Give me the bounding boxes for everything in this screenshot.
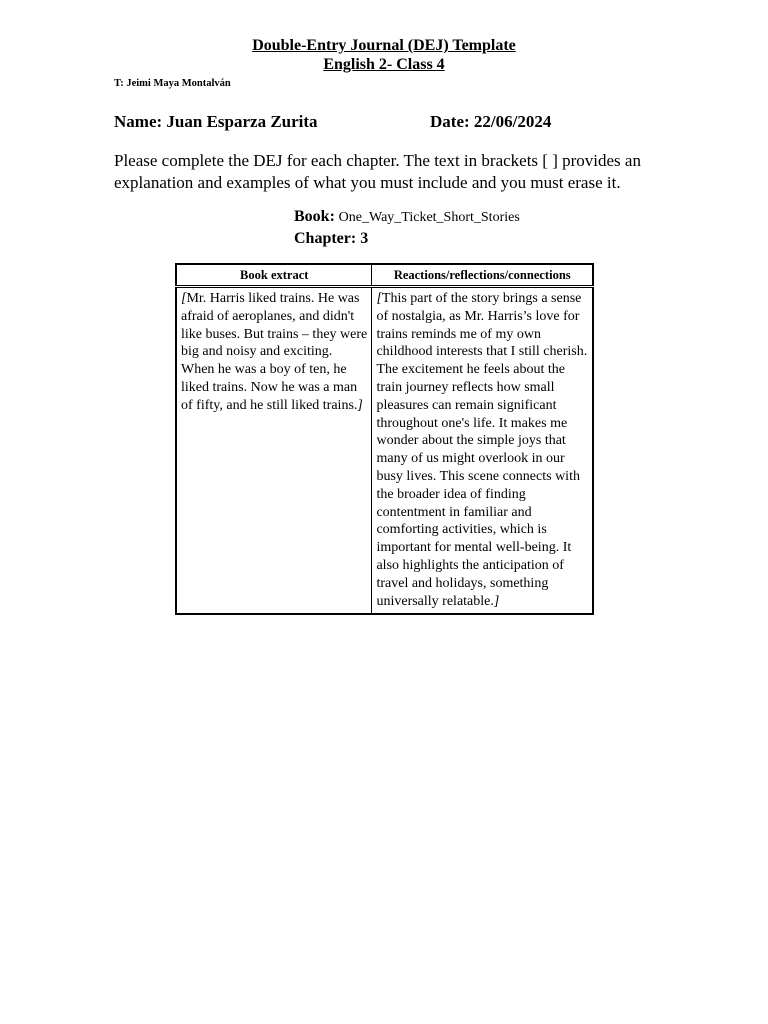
- date-row: [430, 112, 551, 132]
- title-line-1: Double-Entry Journal (DEJ) Template: [252, 37, 516, 54]
- title-line-2: English 2- Class 4: [323, 56, 445, 73]
- date-label: Date:: [430, 112, 470, 131]
- header-reactions: Reactions/reflections/connections: [372, 264, 593, 287]
- open-bracket: [: [181, 291, 187, 306]
- dej-table: [175, 263, 594, 615]
- book-title: One_Way_Ticket_Short_Stories: [338, 210, 520, 225]
- book-extract-cell: [176, 287, 372, 615]
- name-label: Name:: [114, 112, 163, 131]
- student-name-row: [114, 112, 318, 132]
- table-row: [176, 287, 593, 615]
- teacher-name: T: Jeimi Maya Montalván: [114, 78, 231, 89]
- reflection-text: This part of the story brings a sense of nostalgia, as Mr. Harris’s love for trains reminds me of my own childhood interests that I still cherish. The excitement he feels about the train journey reflects how small pleasures can remain significant throughout one's life. It makes me wonder about the simple joys that many of us might overlook in our busy lives. This scene connects with the broader idea of finding contentment in familiar and comforting activities, which is important for mental well-being. It also highlights the anticipation of travel and holidays, something universally relatable.: [376, 291, 588, 609]
- document-title: [0, 36, 768, 74]
- close-bracket: ]: [357, 397, 363, 413]
- book-label: Book:: [294, 208, 335, 225]
- header-book-extract: Book extract: [176, 264, 372, 287]
- close-bracket: ]: [493, 593, 500, 609]
- chapter-number: 3: [360, 230, 369, 247]
- instructions-text: Please complete the DEJ for each chapter. The text in brackets [ ] provides an explanation and examples of what you must include and you must erase it.: [114, 151, 641, 192]
- open-bracket: [: [376, 291, 382, 306]
- chapter-line: [294, 230, 368, 248]
- reflection-cell: [372, 287, 593, 615]
- book-line: [294, 208, 520, 226]
- book-extract-text: Mr. Harris liked trains. He was afraid of aeroplanes, and didn't like buses. But trains – they were big and noisy and exciting. When he was a boy of ten, he liked trains. Now he was a man of fifty, and he still liked trains.: [181, 291, 368, 413]
- table-header-row: [176, 264, 593, 287]
- date-value: 22/06/2024: [473, 112, 552, 131]
- student-name: Juan Esparza Zurita: [166, 112, 318, 131]
- chapter-label: Chapter:: [294, 230, 357, 247]
